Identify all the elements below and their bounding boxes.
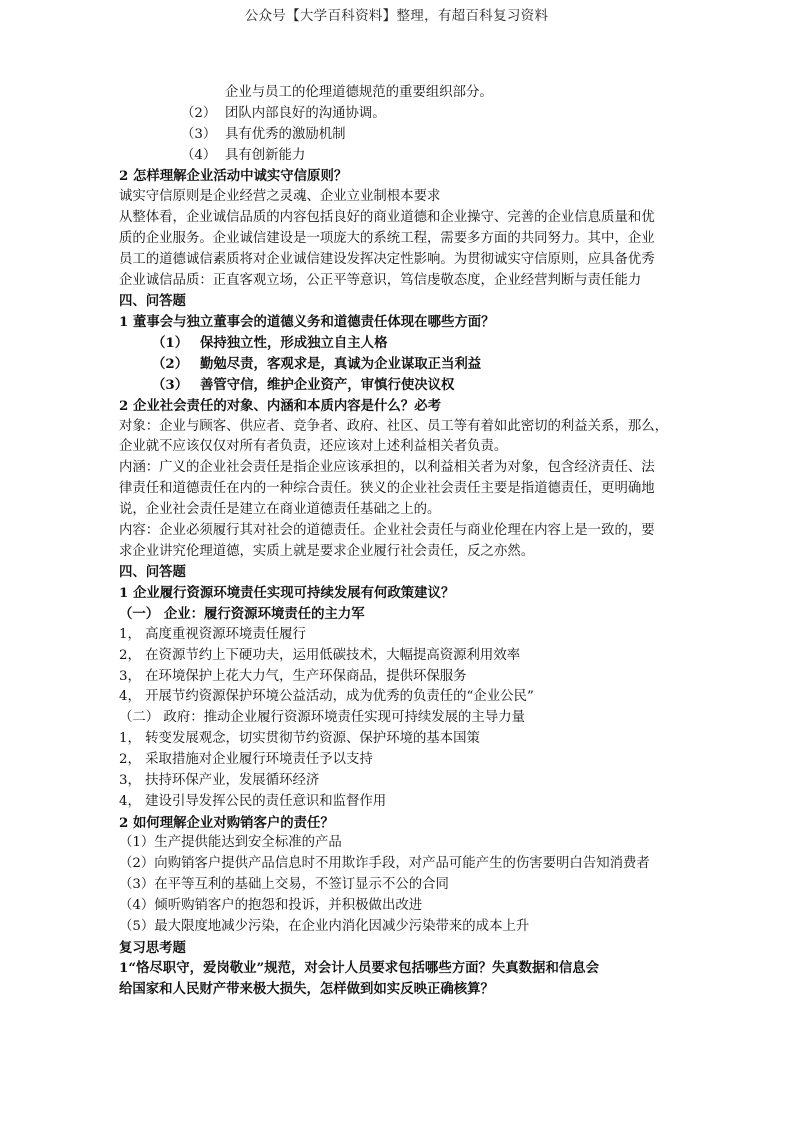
section-heading: 四、问答题 [119,293,186,310]
text-line: 员工的道德诚信素质将对企业诚信建设发挥决定性影响。为贯彻诚实守信原则，应具备优秀 [119,251,655,267]
list-number: （2） [181,105,217,121]
section-heading: 四、问答题 [119,564,186,581]
list-number: （3） [152,376,189,393]
text-line: 说，企业社会责任是建立在商业道德责任基础之上的。 [119,501,441,517]
list-item: 2， 在资源节约上下硬功夫，运用低碳技术，大幅提高资源利用效率 [119,647,521,663]
list-item: 4， 开展节约资源保护环境公益活动，成为优秀的负责任的“企业公民” [119,689,534,705]
text-line: 从整体看，企业诚信品质的内容包括良好的商业道德和企业操守、完善的企业信息质量和优 [119,210,655,226]
list-number: （2） [152,355,189,372]
list-item [119,104,679,125]
list-item: 2， 采取措施对企业履行环境责任予以支持 [119,752,373,767]
text-line: 对象：企业与顾客、供应者、竞争者、政府、社区、员工等有着如此密切的利益关系，那么， [119,418,669,434]
list-item [119,333,679,354]
list-item: 1， 转变发展观念，切实贯彻节约资源、保护环境的基本国策 [119,731,480,747]
question-heading: 2 企业社会责任的对象、内涵和本质内容是什么？必考 [119,397,441,414]
document-body [119,83,679,1000]
list-item [119,354,679,375]
list-item: 3， 在环境保护上花大力气，生产环保商品，提供环保服务 [119,668,467,684]
list-text: 具有创新能力 [225,147,306,163]
list-item: （5）最大限度地减少污染，在企业内消化因减少污染带来的成本上升 [119,918,530,934]
question-heading: 1“恪尽职守，爱岗敬业”规范，对会计人员要求包括哪些方面？失真数据和信息会 [119,960,600,977]
list-item: 1， 高度重视资源环境责任履行 [119,626,306,642]
text-line: 质的企业服务。企业诚信建设是一项庞大的系统工程，需要多方面的共同努力。其中，企业 [119,230,655,246]
list-item: （4）倾听购销客户的抱怨和投诉，并积极做出改进 [119,897,423,913]
question-heading: 给国家和人民财产带来极大损失，怎样做到如实反映正确核算？ [119,981,494,998]
list-item: 4， 建设引导发挥公民的责任意识和监督作用 [119,793,387,809]
list-item [119,375,679,396]
text-line: 律责任和道德责任在内的一种综合责任。狭义的企业社会责任主要是指道德责任，更明确地 [119,481,655,497]
text-line: 企业与员工的伦理道德规范的重要组织部分。 [225,85,493,100]
list-item: （1）生产提供能达到安全标准的产品 [119,835,342,851]
section-heading: 复习思考题 [119,939,186,956]
list-text: 具有优秀的激励机制 [225,126,346,142]
question-heading: 2 如何理解企业对购销客户的责任？ [119,814,334,831]
list-item [119,146,679,167]
text-line: 企业诚信品质：正直客观立场，公正平等意识，笃信虔敬态度，企业经营判断与责任能力 [119,272,642,288]
page-header: 公众号【大学百科资料】整理，有超百科复习资料 [244,8,549,24]
question-heading: 2 怎样理解企业活动中诚实守信原则？ [119,168,348,185]
list-text: 保持独立性，形成独立自主人格 [200,335,388,352]
list-text: 善管守信，维护企业资产，审慎行使决议权 [200,376,455,393]
subsection-heading: （二） 政府：推动企业履行资源环境责任实现可持续发展的主导力量 [119,710,525,726]
text-line: 求企业讲究伦理道德，实质上就是要求企业履行社会责任，反之亦然。 [119,543,535,559]
list-text: 团队内部良好的沟通协调。 [225,105,386,121]
question-heading: 1 企业履行资源环境责任实现可持续发展有何政策建议？ [119,585,455,602]
list-item: 3， 扶持环保产业，发展循环经济 [119,772,320,788]
list-number: （4） [181,147,217,163]
list-item: （3）在平等互利的基础上交易，不签订显示不公的合同 [119,877,449,893]
question-heading: 1 董事会与独立董事会的道德义务和道德责任体现在哪些方面？ [119,314,495,331]
list-item: （2）向购销客户提供产品信息时不用欺诈手段，对产品可能产生的伤害要明白告知消费者 [119,856,650,872]
text-line: 内涵：广义的企业社会责任是指企业应该承担的，以利益相关者为对象，包含经济责任、法 [119,460,655,476]
subsection-heading: （一） 企业：履行资源环境责任的主力军 [119,606,365,623]
text-line: 企业就不应该仅仅对所有者负责，还应该对上述利益相关者负责。 [119,439,508,455]
text-line: 内容：企业必须履行其对社会的道德责任。企业社会责任与商业伦理在内容上是一致的，要 [119,522,655,538]
list-number: （1） [152,335,189,352]
list-text: 勤勉尽责，客观求是，真诚为企业谋取正当利益 [200,355,482,372]
text-line: 诚实守信原则是企业经营之灵魂、企业立业制根本要求 [119,189,441,205]
list-item [119,125,679,146]
list-number: （3） [181,126,217,142]
